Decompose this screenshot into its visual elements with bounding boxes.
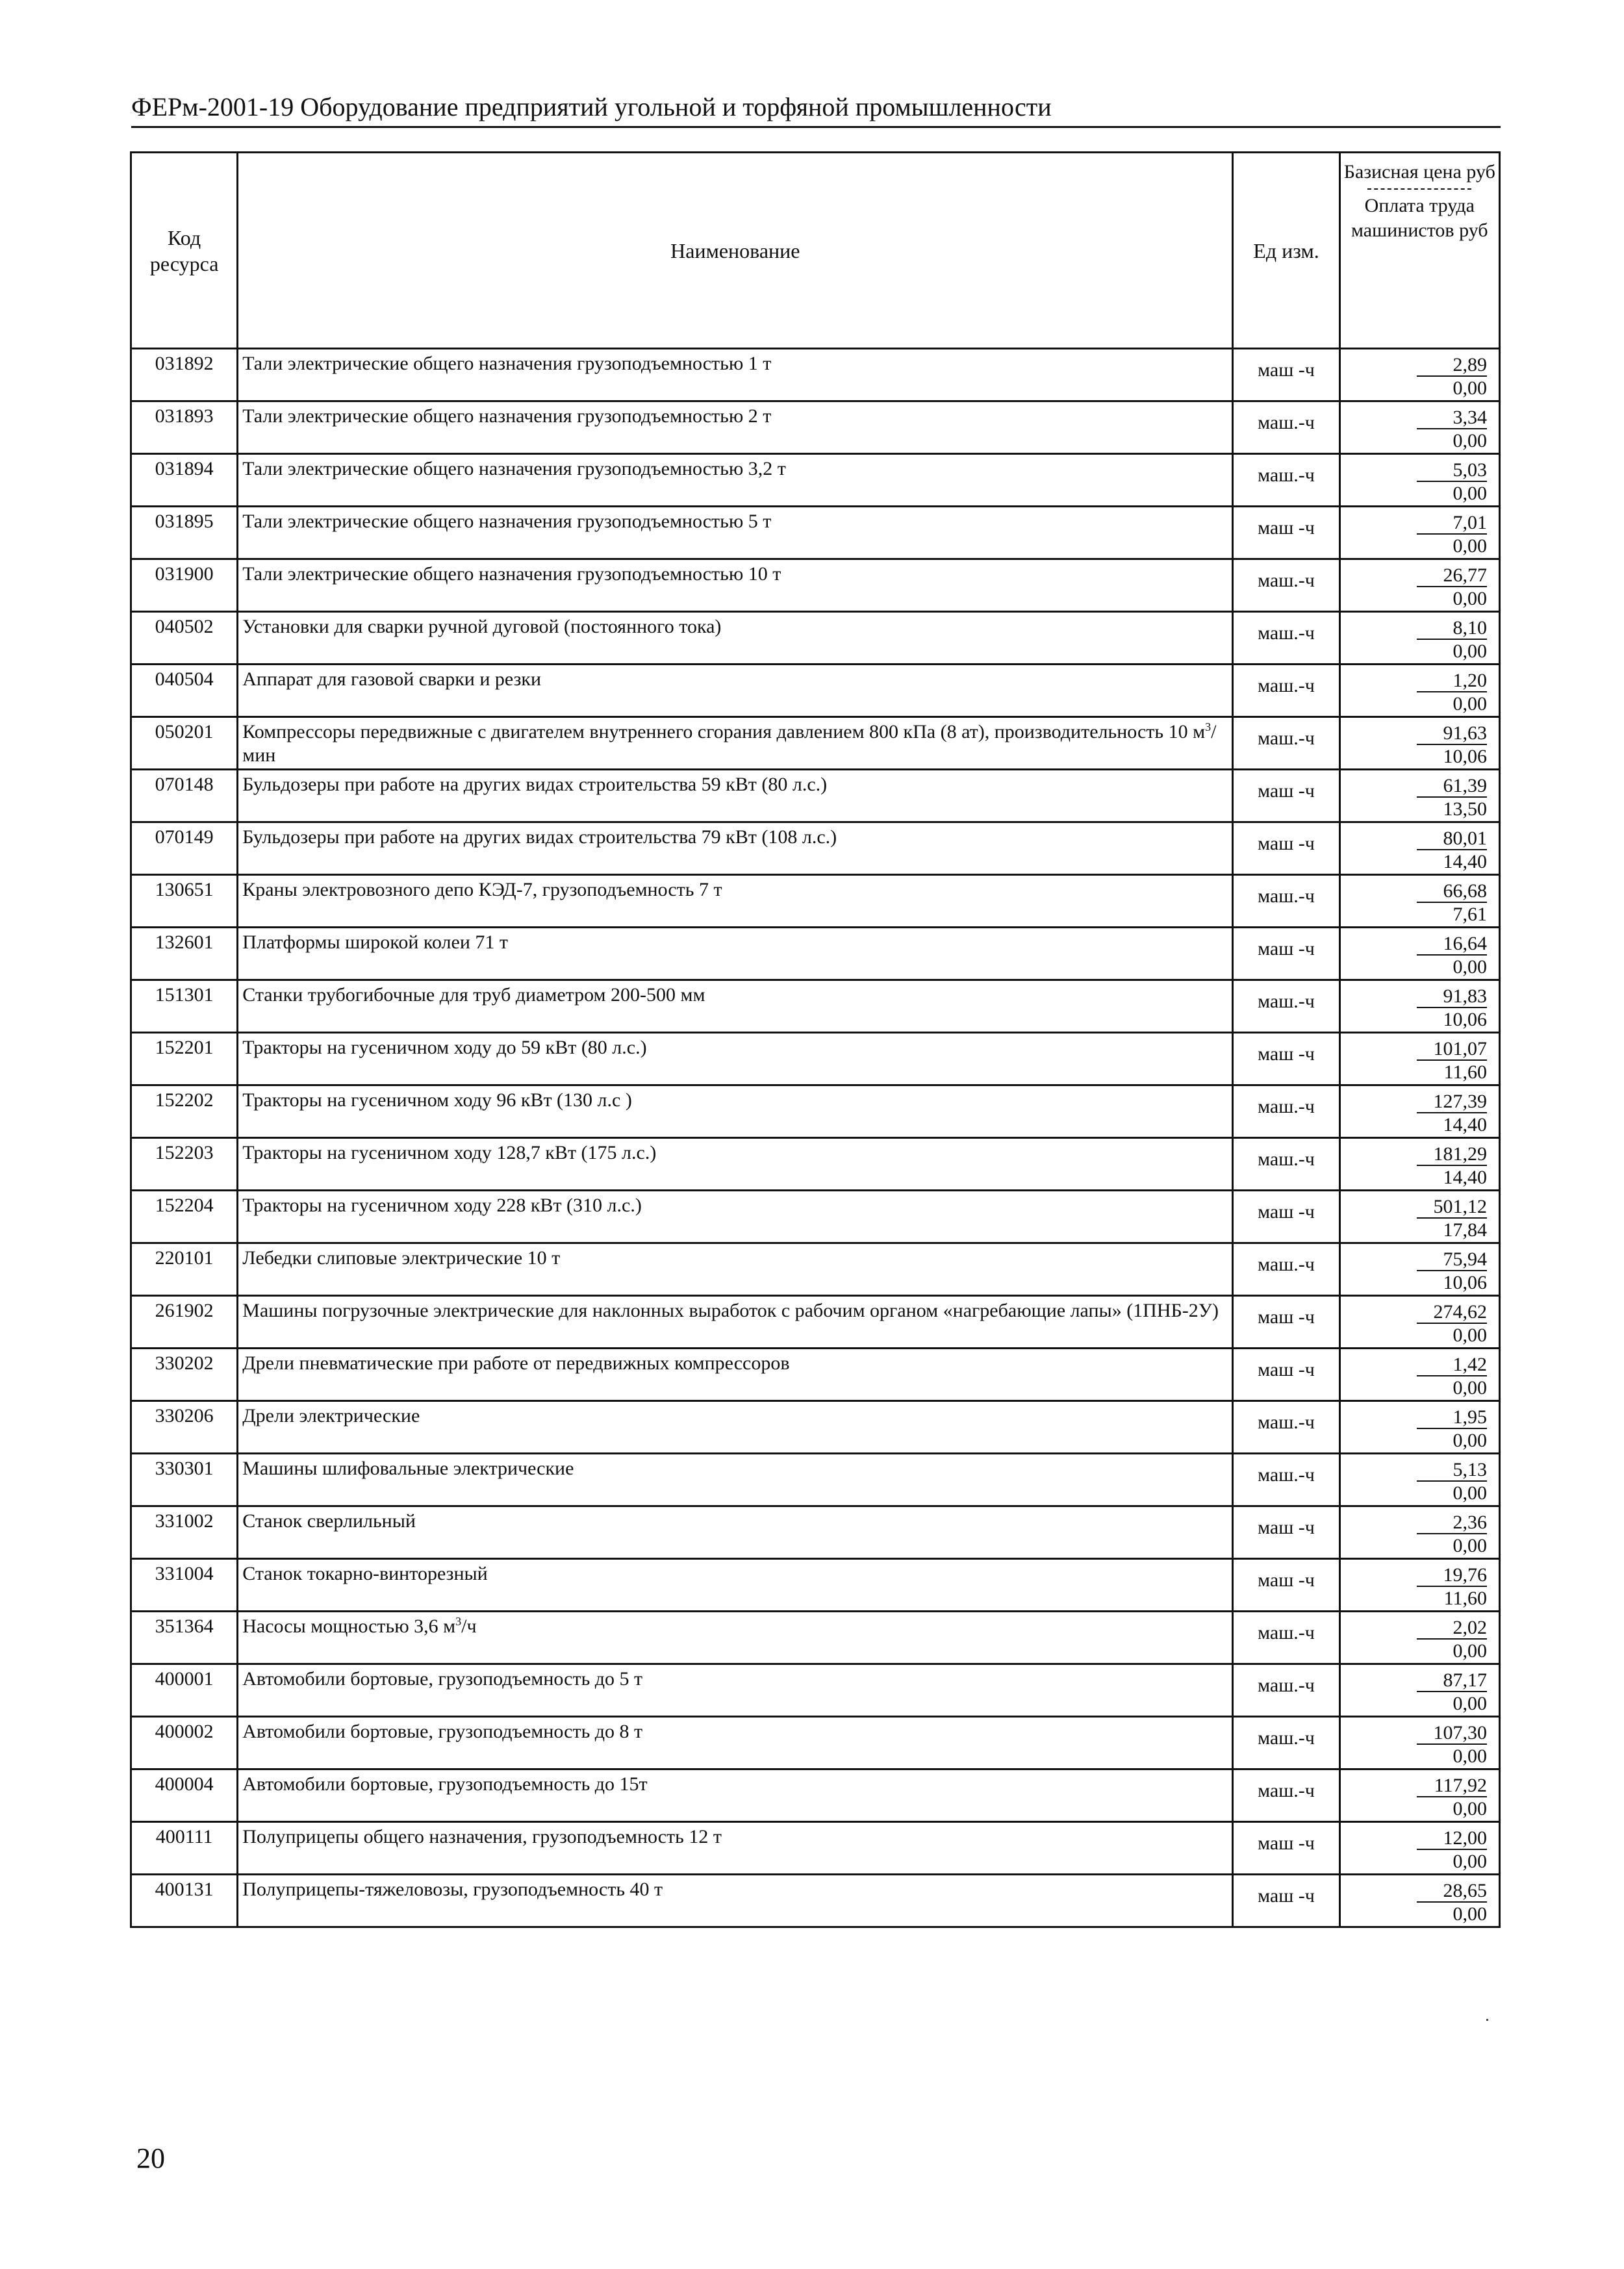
base-price: 5,03: [1417, 460, 1487, 482]
operator-wage: 14,40: [1443, 851, 1487, 872]
measure-unit: маш.-ч: [1233, 875, 1339, 928]
table-row: [131, 401, 1500, 454]
resource-name: Насосы мощностью 3,6 м: [242, 1616, 456, 1637]
operator-wage: 0,00: [1453, 535, 1487, 557]
price-cell: [1339, 1085, 1499, 1138]
measure-unit: маш -ч: [1233, 822, 1339, 875]
base-price: 87,17: [1417, 1670, 1487, 1692]
measure-unit: маш -ч: [1233, 1033, 1339, 1085]
resource-name-cell: [238, 1664, 1233, 1717]
operator-wage: 0,00: [1453, 430, 1487, 451]
resource-code: 400002: [131, 1717, 238, 1769]
table-row: [131, 1138, 1500, 1191]
base-price: 75,94: [1417, 1249, 1487, 1271]
table-row: [131, 1559, 1500, 1612]
resource-code: 031894: [131, 454, 238, 507]
price-cell: [1339, 1664, 1499, 1717]
resource-name-unit-tail: /мин: [242, 721, 1217, 766]
measure-unit: маш.-ч: [1233, 1138, 1339, 1191]
operator-wage: 0,00: [1453, 377, 1487, 399]
measure-unit: маш -ч: [1233, 1191, 1339, 1243]
column-header-name-label: Наименование: [670, 238, 800, 262]
resource-name: Тракторы на гусеничном ходу 128,7 кВт (175 л.с.): [242, 1142, 657, 1163]
resource-name-cell: [238, 822, 1233, 875]
resource-name-cell: [238, 1085, 1233, 1138]
measure-unit: маш.-ч: [1233, 665, 1339, 717]
page-number: 20: [136, 2142, 165, 2174]
base-price: 19,76: [1417, 1565, 1487, 1587]
resource-name: Дрели электрические: [242, 1405, 420, 1426]
resource-code: 070149: [131, 822, 238, 875]
measure-unit: маш -ч: [1233, 507, 1339, 559]
operator-wage: 0,00: [1453, 1325, 1487, 1346]
table-row: [131, 1664, 1500, 1717]
base-price: 2,02: [1417, 1617, 1487, 1640]
measure-unit: маш -ч: [1233, 349, 1339, 401]
price-cell: [1339, 1033, 1499, 1085]
table-row: [131, 1875, 1500, 1927]
price-cell: [1339, 770, 1499, 822]
measure-unit: маш.-ч: [1233, 454, 1339, 507]
price-cell: [1339, 507, 1499, 559]
measure-unit: маш -ч: [1233, 1506, 1339, 1559]
resource-name-cell: [238, 1769, 1233, 1822]
price-cell: [1339, 1559, 1499, 1612]
table-row: [131, 612, 1500, 665]
price-cell: [1339, 612, 1499, 665]
table-row: [131, 717, 1500, 770]
resource-name-cell: [238, 1296, 1233, 1349]
price-cell: [1339, 822, 1499, 875]
resource-name-cell: [238, 1612, 1233, 1664]
table-row: [131, 1401, 1500, 1454]
table-header: [131, 153, 1500, 349]
price-cell: [1339, 717, 1499, 770]
resource-name-cell: [238, 1717, 1233, 1769]
resource-code: 400131: [131, 1875, 238, 1927]
base-price: 8,10: [1417, 618, 1487, 640]
measure-unit: маш.-ч: [1233, 1769, 1339, 1822]
price-cell: [1339, 559, 1499, 612]
resource-name-cell: [238, 507, 1233, 559]
resource-code: 261902: [131, 1296, 238, 1349]
resource-code: 331004: [131, 1559, 238, 1612]
measure-unit: маш -ч: [1233, 928, 1339, 980]
operator-wage: 10,06: [1443, 1272, 1487, 1293]
resource-code: 070148: [131, 770, 238, 822]
unit-exponent: 3: [1205, 720, 1212, 733]
measure-unit: маш -ч: [1233, 1875, 1339, 1927]
base-price: 274,62: [1417, 1302, 1487, 1324]
resource-price-table: [130, 151, 1501, 1928]
operator-wage: 10,06: [1443, 746, 1487, 767]
measure-unit: маш -ч: [1233, 1822, 1339, 1875]
column-header-price: [1339, 153, 1499, 349]
resource-code: 220101: [131, 1243, 238, 1296]
table-row: [131, 1191, 1500, 1243]
resource-code: 400004: [131, 1769, 238, 1822]
measure-unit: маш.-ч: [1233, 1717, 1339, 1769]
resource-name: Станки трубогибочные для труб диаметром 200-500 мм: [242, 984, 705, 1006]
resource-name: Автомобили бортовые, грузоподъемность до 15т: [242, 1773, 648, 1795]
table-row: [131, 665, 1500, 717]
table-row: [131, 1612, 1500, 1664]
base-price: 107,30: [1417, 1723, 1487, 1745]
table-row: [131, 349, 1500, 401]
resource-name-cell: [238, 1822, 1233, 1875]
base-price: 117,92: [1417, 1775, 1487, 1797]
price-cell: [1339, 1138, 1499, 1191]
operator-wage: 0,00: [1453, 1798, 1487, 1819]
resource-name: Автомобили бортовые, грузоподъемность до 5 т: [242, 1668, 643, 1690]
resource-name: Машины шлифовальные электрические: [242, 1458, 574, 1479]
price-cell: [1339, 875, 1499, 928]
resource-name: Тракторы на гусеничном ходу до 59 кВт (80 л.с.): [242, 1037, 647, 1058]
document-title: ФЕРм-2001-19 Оборудование предприятий угольной и торфяной промышленности: [131, 92, 1052, 121]
resource-name-cell: [238, 1559, 1233, 1612]
price-cell: [1339, 980, 1499, 1033]
resource-code: 330301: [131, 1454, 238, 1506]
table-row: [131, 1769, 1500, 1822]
resource-name: Тали электрические общего назначения грузоподъемностью 5 т: [242, 511, 772, 532]
resource-code: 031893: [131, 401, 238, 454]
table-row: [131, 507, 1500, 559]
resource-code: 132601: [131, 928, 238, 980]
resource-name-cell: [238, 349, 1233, 401]
resource-name: Тали электрические общего назначения грузоподъемностью 2 т: [242, 405, 772, 427]
price-cell: [1339, 1349, 1499, 1401]
base-price: 2,36: [1417, 1512, 1487, 1534]
measure-unit: маш -ч: [1233, 1349, 1339, 1401]
resource-name: Полуприцепы-тяжеловозы, грузоподъемность 40 т: [242, 1879, 663, 1900]
resource-code: 330206: [131, 1401, 238, 1454]
resource-name-cell: [238, 1033, 1233, 1085]
measure-unit: маш.-ч: [1233, 1401, 1339, 1454]
table-row: [131, 1085, 1500, 1138]
price-cell: [1339, 1191, 1499, 1243]
table-row: [131, 1454, 1500, 1506]
resource-name-cell: [238, 665, 1233, 717]
resource-code: 152204: [131, 1191, 238, 1243]
resource-name-cell: [238, 1191, 1233, 1243]
resource-name: Компрессоры передвижные с двигателем внутреннего сгорания давлением 800 кПа (8 ат), производительность 10 м: [242, 721, 1206, 742]
measure-unit: маш -ч: [1233, 1559, 1339, 1612]
base-price: 66,68: [1417, 881, 1487, 903]
resource-code: 351364: [131, 1612, 238, 1664]
resource-name-cell: [238, 559, 1233, 612]
table-body: [131, 349, 1500, 1927]
operator-wage: 10,06: [1443, 1009, 1487, 1030]
base-price: 28,65: [1417, 1881, 1487, 1903]
table-row: [131, 1822, 1500, 1875]
resource-name-cell: [238, 1454, 1233, 1506]
operator-wage: 0,00: [1453, 1640, 1487, 1662]
resource-name: Краны электровозного депо КЭД-7, грузоподъемность 7 т: [242, 879, 722, 900]
resource-name-cell: [238, 875, 1233, 928]
base-price: 7,01: [1417, 513, 1487, 535]
measure-unit: маш -ч: [1233, 770, 1339, 822]
operator-wage: 0,00: [1453, 483, 1487, 504]
resource-name: Платформы широкой колеи 71 т: [242, 932, 508, 953]
price-cell: [1339, 1506, 1499, 1559]
table-row: [131, 1717, 1500, 1769]
price-cell: [1339, 1822, 1499, 1875]
resource-code: 151301: [131, 980, 238, 1033]
resource-name: Дрели пневматические при работе от передвижных компрессоров: [242, 1352, 790, 1374]
resource-name: Бульдозеры при работе на других видах строительства 59 кВт (80 л.с.): [242, 774, 828, 795]
operator-wage: 7,61: [1453, 904, 1487, 925]
resource-name-cell: [238, 1401, 1233, 1454]
resource-code: 152201: [131, 1033, 238, 1085]
table-row: [131, 1243, 1500, 1296]
resource-code: 330202: [131, 1349, 238, 1401]
unit-exponent: 3: [455, 1615, 462, 1628]
resource-name: Установки для сварки ручной дуговой (постоянного тока): [242, 616, 722, 637]
resource-name-cell: [238, 612, 1233, 665]
table-row: [131, 928, 1500, 980]
operator-wage: 0,00: [1453, 693, 1487, 715]
price-cell: [1339, 349, 1499, 401]
measure-unit: маш.-ч: [1233, 717, 1339, 770]
base-price: 3,34: [1417, 407, 1487, 429]
table-row: [131, 454, 1500, 507]
resource-code: 031892: [131, 349, 238, 401]
measure-unit: маш.-ч: [1233, 1085, 1339, 1138]
resource-code: 050201: [131, 717, 238, 770]
price-cell: [1339, 928, 1499, 980]
base-price: 26,77: [1417, 565, 1487, 587]
price-cell: [1339, 1243, 1499, 1296]
resource-name-cell: [238, 1875, 1233, 1927]
operator-wage: 17,84: [1443, 1219, 1487, 1241]
resource-name: Тали электрические общего назначения грузоподъемностью 1 т: [242, 353, 772, 374]
operator-wage: 14,40: [1443, 1167, 1487, 1188]
table-row: [131, 559, 1500, 612]
measure-unit: маш.-ч: [1233, 1612, 1339, 1664]
resource-code: 331002: [131, 1506, 238, 1559]
resource-name: Полуприцепы общего назначения, грузоподъемность 12 т: [242, 1826, 722, 1847]
base-price: 80,01: [1417, 828, 1487, 850]
measure-unit: маш.-ч: [1233, 612, 1339, 665]
resource-name: Станок токарно-винторезный: [242, 1563, 488, 1584]
table-row: [131, 1349, 1500, 1401]
measure-unit: маш.-ч: [1233, 1243, 1339, 1296]
operator-wage: 0,00: [1453, 1535, 1487, 1556]
table-row: [131, 1506, 1500, 1559]
page-header: [131, 91, 1502, 130]
price-cell: [1339, 665, 1499, 717]
measure-unit: маш.-ч: [1233, 401, 1339, 454]
resource-name: Станок сверлильный: [242, 1510, 416, 1532]
measure-unit: маш.-ч: [1233, 1454, 1339, 1506]
price-cell: [1339, 1454, 1499, 1506]
measure-unit: маш.-ч: [1233, 1664, 1339, 1717]
resource-code: 400001: [131, 1664, 238, 1717]
column-header-base-price: Базисная цена руб: [1343, 161, 1495, 183]
operator-wage: 0,00: [1453, 1377, 1487, 1399]
price-cell: [1339, 454, 1499, 507]
resource-name-cell: [238, 717, 1233, 770]
base-price: 16,64: [1417, 933, 1487, 956]
measure-unit: маш -ч: [1233, 1296, 1339, 1349]
operator-wage: 14,40: [1443, 1114, 1487, 1135]
resource-code: 400111: [131, 1822, 238, 1875]
operator-wage: 0,00: [1453, 588, 1487, 609]
operator-wage: 13,50: [1443, 798, 1487, 820]
resource-name: Автомобили бортовые, грузоподъемность до 8 т: [242, 1721, 643, 1742]
resource-name-cell: [238, 401, 1233, 454]
base-price: 1,20: [1417, 670, 1487, 692]
resource-name: Лебедки слиповые электрические 10 т: [242, 1247, 561, 1269]
resource-name: Тали электрические общего назначения грузоподъемностью 10 т: [242, 563, 781, 585]
base-price: 181,29: [1417, 1144, 1487, 1166]
base-price: 501,12: [1417, 1197, 1487, 1219]
base-price: 127,39: [1417, 1091, 1487, 1113]
resource-code: 031895: [131, 507, 238, 559]
resource-name: Тали электрические общего назначения грузоподъемностью 3,2 т: [242, 458, 786, 479]
operator-wage: 0,00: [1453, 1430, 1487, 1451]
base-price: 12,00: [1417, 1828, 1487, 1850]
price-cell: [1339, 1612, 1499, 1664]
resource-code: 040502: [131, 612, 238, 665]
resource-code: 152202: [131, 1085, 238, 1138]
base-price: 1,95: [1417, 1407, 1487, 1429]
operator-wage: 0,00: [1453, 640, 1487, 662]
table-header-row: [131, 153, 1500, 349]
operator-wage: 11,60: [1443, 1061, 1487, 1083]
column-header-unit-label: Ед изм.: [1253, 238, 1319, 262]
operator-wage: 0,00: [1453, 1851, 1487, 1872]
resource-code: 152203: [131, 1138, 238, 1191]
price-cell: [1339, 401, 1499, 454]
price-cell: [1339, 1769, 1499, 1822]
column-header-price-divider: [1367, 188, 1471, 190]
resource-code: 031900: [131, 559, 238, 612]
resource-name: Бульдозеры при работе на других видах строительства 79 кВт (108 л.с.): [242, 826, 837, 848]
scan-speck: [1486, 2019, 1488, 2021]
base-price: 91,83: [1417, 986, 1487, 1008]
operator-wage: 0,00: [1453, 1745, 1487, 1767]
price-cell: [1339, 1296, 1499, 1349]
table-row: [131, 770, 1500, 822]
resource-name-cell: [238, 980, 1233, 1033]
price-cell: [1339, 1875, 1499, 1927]
base-price: 101,07: [1417, 1039, 1487, 1061]
resource-code: 040504: [131, 665, 238, 717]
column-header-name: [238, 153, 1233, 349]
table-row: [131, 1296, 1500, 1349]
table-row: [131, 980, 1500, 1033]
resource-name: Тракторы на гусеничном ходу 96 кВт (130 л.с ): [242, 1089, 632, 1111]
resource-name-cell: [238, 1243, 1233, 1296]
measure-unit: маш.-ч: [1233, 980, 1339, 1033]
price-cell: [1339, 1717, 1499, 1769]
resource-name: Машины погрузочные электрические для наклонных выработок с рабочим органом «нагребающие лапы» (1ПНБ-2У): [242, 1300, 1219, 1321]
price-cell: [1339, 1401, 1499, 1454]
column-header-operator-wage: Оплата труда машинистов руб: [1351, 195, 1488, 241]
resource-name-cell: [238, 928, 1233, 980]
resource-name: Аппарат для газовой сварки и резки: [242, 668, 542, 690]
resource-name: Тракторы на гусеничном ходу 228 кВт (310 л.с.): [242, 1195, 642, 1216]
table-row: [131, 822, 1500, 875]
resource-name-unit-tail: /ч: [461, 1616, 477, 1637]
resource-name-cell: [238, 1138, 1233, 1191]
header-rule: [131, 126, 1501, 128]
table-row: [131, 875, 1500, 928]
base-price: 5,13: [1417, 1460, 1487, 1482]
base-price: 1,42: [1417, 1354, 1487, 1376]
resource-name-cell: [238, 1349, 1233, 1401]
operator-wage: 0,00: [1453, 1693, 1487, 1714]
operator-wage: 0,00: [1453, 956, 1487, 978]
column-header-unit: [1233, 153, 1339, 349]
resource-name-cell: [238, 770, 1233, 822]
measure-unit: маш.-ч: [1233, 559, 1339, 612]
resource-name-cell: [238, 1506, 1233, 1559]
base-price: 91,63: [1417, 723, 1487, 745]
resource-name-cell: [238, 454, 1233, 507]
column-header-code-label: Код ресурса: [149, 225, 219, 275]
resource-code: 130651: [131, 875, 238, 928]
column-header-code: [131, 153, 238, 349]
base-price: 2,89: [1417, 355, 1487, 377]
table-row: [131, 1033, 1500, 1085]
operator-wage: 11,60: [1443, 1588, 1487, 1609]
operator-wage: 0,00: [1453, 1482, 1487, 1504]
operator-wage: 0,00: [1453, 1903, 1487, 1925]
base-price: 61,39: [1417, 776, 1487, 798]
